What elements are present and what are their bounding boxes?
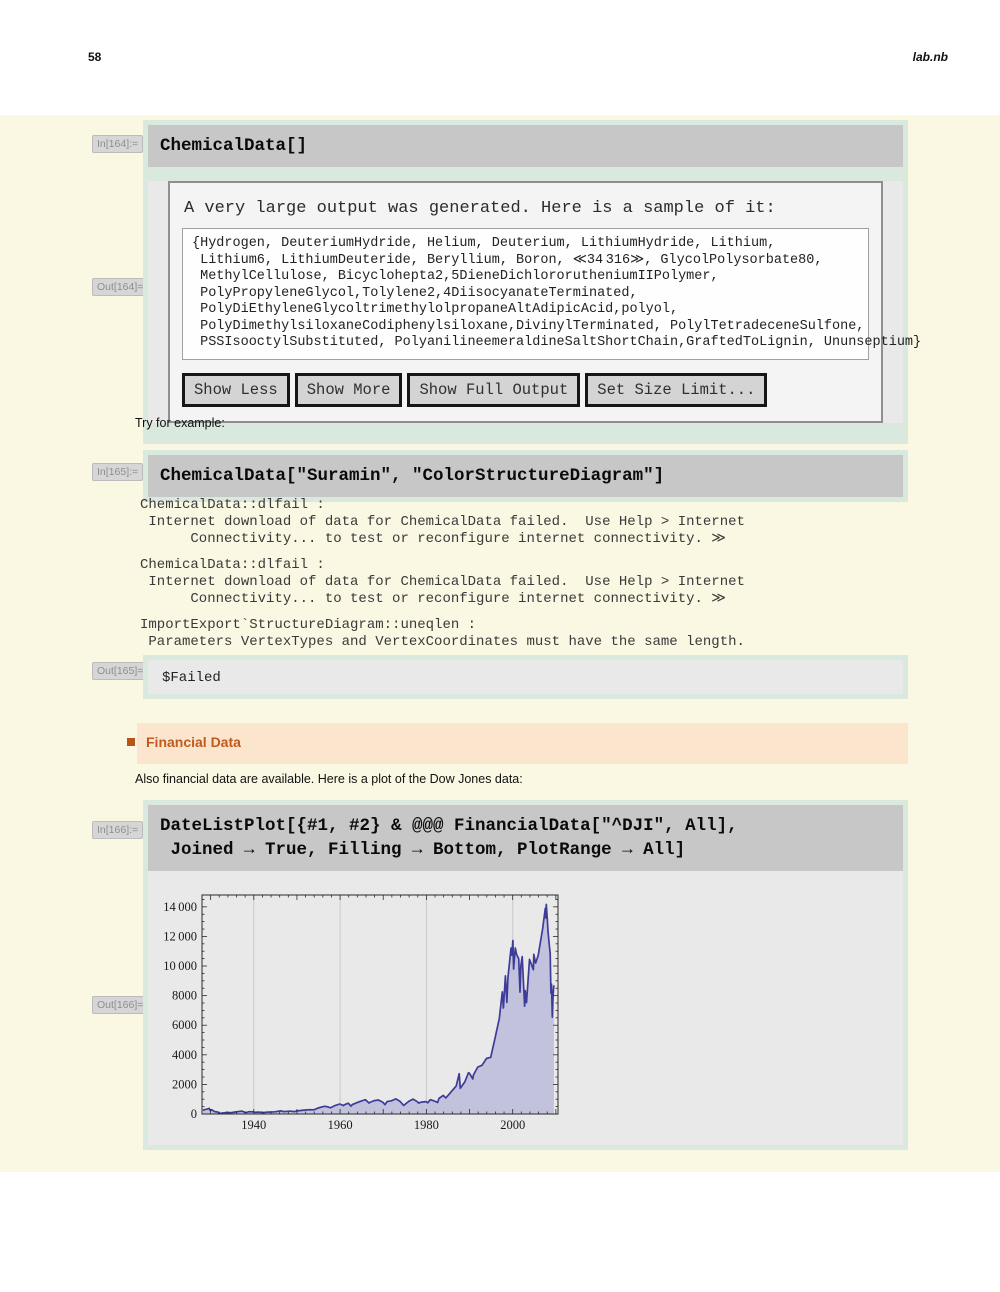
cell-group-out165 [143, 655, 908, 699]
input-cell-164[interactable] [148, 125, 903, 167]
message-text: Internet download of data for ChemicalData failed. Use Help > Internet [140, 514, 745, 530]
cell-label-in166: In[166]:= [92, 821, 143, 839]
page-number: 58 [88, 50, 102, 64]
y-axis-tick-label: 6000 [172, 1018, 197, 1033]
dow-jones-plot [162, 880, 572, 1136]
sample-line: Lithium6, LithiumDeuteride, Beryllium, Boron, ≪34 316≫, GlycolPolysorbate80, [192, 252, 823, 268]
message-text: Parameters VertexTypes and VertexCoordinates must have the same length. [140, 634, 745, 650]
output-sample-box [182, 228, 922, 360]
cell-group-164 [143, 120, 922, 444]
cell-group-166 [143, 800, 908, 1150]
y-axis-tick-label: 10 000 [163, 959, 197, 974]
output-size-button[interactable]: Show More [295, 373, 403, 407]
sample-line: PSSIsooctylSubstituted, PolyanilineemeraldineSaltShortChain,GraftedToLignin, Ununseptium} [192, 335, 922, 350]
sample-line: {Hydrogen, DeuteriumHydride, Helium, Deuterium, LithiumHydride, Lithium, [192, 236, 776, 251]
x-axis-tick-label: 1980 [413, 1118, 439, 1132]
cell-label-in165: In[165]:= [92, 463, 143, 481]
cell-label-out166: Out[166]= [92, 996, 148, 1014]
y-axis-tick-label: 4000 [172, 1047, 197, 1062]
x-axis-tick-label: 1960 [327, 1118, 353, 1132]
input-code-165: ChemicalData["Suramin", "ColorStructureDiagram"] [160, 466, 665, 486]
sample-line: MethylCellulose, Bicyclohepta2,5DieneDichlororutheniumIIPolymer, [192, 269, 719, 284]
output-size-button[interactable]: Show Less [182, 373, 290, 407]
message-text: Internet download of data for ChemicalData failed. Use Help > Internet [140, 574, 745, 590]
input-cell-166[interactable] [148, 805, 903, 871]
output-size-buttons [182, 373, 869, 407]
y-axis-tick-label: 14 000 [163, 899, 197, 914]
y-axis-tick-label: 0 [190, 1107, 197, 1121]
try-for-example-text: Try for example: [135, 416, 225, 430]
large-output-banner: A very large output was generated. Here is a sample of it: [184, 199, 776, 218]
output-cell-165 [148, 660, 903, 694]
section-title[interactable]: Financial Data [146, 734, 241, 750]
error-message [140, 557, 840, 608]
message-tag: ChemicalData::dlfail : [140, 557, 334, 573]
cell-label-out164: Out[164]= [92, 278, 148, 296]
y-axis-tick-label: 8000 [172, 988, 197, 1003]
output-size-button[interactable]: Show Full Output [407, 373, 580, 407]
input-cell-165[interactable] [148, 455, 903, 497]
x-axis-tick-label: 2000 [500, 1118, 526, 1132]
cell-group-165 [143, 450, 908, 502]
y-axis-tick-label: 2000 [172, 1077, 197, 1092]
section-header-bar [137, 723, 908, 764]
sample-line: PolyDiEthyleneGlycoltrimethylolpropaneAltAdipicAcid,polyol, [192, 302, 679, 317]
output-cell-164 [148, 181, 922, 423]
output-value-165: $Failed [162, 670, 221, 686]
message-text[interactable]: Connectivity... to test or reconfigure internet connectivity. ≫ [140, 591, 726, 607]
sample-line: PolyDimethylsiloxaneCodiphenylsiloxane,DivinylTerminated, PolylTetradeceneSulfone, [192, 318, 865, 334]
message-text[interactable]: Connectivity... to test or reconfigure internet connectivity. ≫ [140, 531, 726, 547]
notebook-filename: lab.nb [912, 50, 948, 64]
message-tag: ChemicalData::dlfail : [140, 497, 334, 513]
output-cell-166 [148, 871, 903, 1145]
input-code-166-line2: Joined → True, Filling → Bottom, PlotRange → All] [160, 840, 686, 860]
error-message [140, 617, 840, 651]
cell-label-in164: In[164]:= [92, 135, 143, 153]
x-axis-tick-label: 1940 [241, 1118, 267, 1132]
error-message [140, 497, 840, 548]
large-output-box [168, 181, 922, 423]
message-group [140, 497, 840, 660]
sample-line: PolyPropyleneGlycol,Tolylene2,4DiisocyanateTerminated, [192, 285, 638, 301]
y-axis-tick-label: 12 000 [163, 929, 197, 944]
input-code-166-line1: DateListPlot[{#1, #2} & @@@ FinancialData["^DJI", All], [160, 816, 738, 836]
output-size-button[interactable]: Set Size Limit... [585, 373, 767, 407]
cell-label-out165: Out[165]= [92, 662, 148, 680]
input-code-164: ChemicalData[] [160, 136, 308, 156]
section-bullet-icon [127, 738, 135, 746]
message-tag: ImportExport`StructureDiagram::uneqlen : [140, 617, 485, 633]
financial-paragraph: Also financial data are available. Here is a plot of the Dow Jones data: [135, 772, 523, 786]
